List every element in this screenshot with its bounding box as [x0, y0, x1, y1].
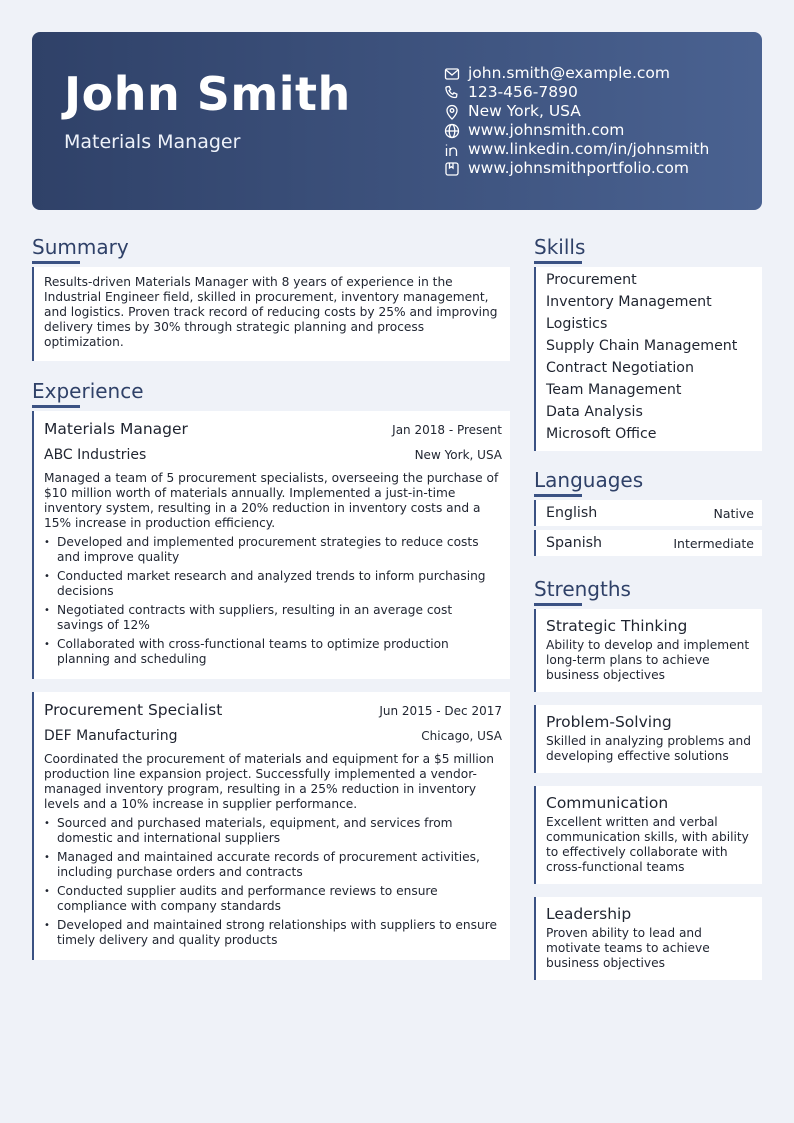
- strength-description: Excellent written and verbal communication skills, with ability to effectively collaborate with cross-functional teams: [546, 815, 749, 874]
- job-company: ABC Industries: [44, 447, 147, 463]
- job-header: [44, 700, 502, 720]
- strengths-heading: Strengths: [534, 577, 631, 601]
- job-card: [32, 692, 510, 960]
- job-header: [44, 419, 502, 439]
- skill-item: Inventory Management: [546, 294, 712, 310]
- job-title: Procurement Specialist: [44, 701, 223, 719]
- language-name: Spanish: [546, 535, 603, 551]
- language-row: [534, 500, 762, 526]
- job-location: New York, USA: [414, 448, 502, 462]
- contact-linkedin[interactable]: [444, 140, 709, 159]
- strength-title: Leadership: [546, 905, 632, 923]
- job-bullet: • Managed and maintained accurate records of procurement activities, including purchase orders and contracts: [44, 850, 502, 880]
- job-bullet: • Developed and implemented procurement strategies to reduce costs and improve quality: [44, 535, 502, 565]
- skill-item: Supply Chain Management: [546, 338, 738, 354]
- contact-portfolio-text: www.johnsmithportfolio.com: [468, 159, 689, 177]
- strength-title: Communication: [546, 794, 669, 812]
- strength-description: Proven ability to lead and motivate teams to achieve business objectives: [546, 926, 710, 970]
- candidate-title: Materials Manager: [64, 131, 241, 153]
- summary-text: Results-driven Materials Manager with 8 years of experience in the Industrial Engineer field, skilled in procurement, inventory management, and logistics. Proven track record of reducing costs by 25% and improving delivery times by 30% through strategic planning and process optimization.: [44, 275, 498, 349]
- job-bullet: • Sourced and purchased materials, equipment, and services from domestic and international suppliers: [44, 816, 502, 846]
- languages-list: [534, 500, 762, 560]
- job-dates: Jun 2015 - Dec 2017: [379, 704, 502, 718]
- strength-card: [534, 705, 762, 773]
- contact-website[interactable]: [444, 121, 709, 140]
- summary-heading: Summary: [32, 235, 129, 259]
- job-dates: Jan 2018 - Present: [392, 423, 502, 437]
- experience-heading: Experience: [32, 379, 144, 403]
- phone-icon: [444, 85, 460, 101]
- summary-card: [32, 267, 510, 361]
- contact-phone-text: 123-456-7890: [468, 83, 578, 101]
- strength-description: Skilled in analyzing problems and developing effective solutions: [546, 734, 752, 763]
- contact-website-text: www.johnsmith.com: [468, 121, 625, 139]
- skill-item: Contract Negotiation: [546, 360, 694, 376]
- strength-title: Strategic Thinking: [546, 617, 688, 635]
- skill-item: Microsoft Office: [546, 426, 657, 442]
- job-company: DEF Manufacturing: [44, 728, 178, 744]
- portfolio-icon: [444, 161, 460, 177]
- linkedin-icon: [444, 142, 460, 158]
- job-bullets: [44, 535, 502, 667]
- job-bullet: • Conducted supplier audits and performance reviews to ensure compliance with company standards: [44, 884, 502, 914]
- job-location: Chicago, USA: [421, 729, 502, 743]
- language-level: Native: [713, 505, 754, 521]
- job-title: Materials Manager: [44, 420, 188, 438]
- job-bullets: [44, 816, 502, 948]
- strength-card: [534, 786, 762, 884]
- skill-item: Procurement: [546, 272, 637, 288]
- strength-title: Problem-Solving: [546, 713, 672, 731]
- contact-list: [444, 64, 709, 178]
- contact-location-text: New York, USA: [468, 102, 581, 120]
- skills-heading: Skills: [534, 235, 586, 259]
- strength-card: [534, 609, 762, 692]
- job-bullet: • Collaborated with cross-functional teams to optimize production planning and scheduling: [44, 637, 502, 667]
- skill-item: Team Management: [546, 382, 682, 398]
- candidate-name: John Smith: [64, 67, 351, 121]
- language-level: Intermediate: [673, 535, 754, 551]
- contact-location: [444, 102, 709, 121]
- strength-card: [534, 897, 762, 980]
- skills-card: [534, 267, 762, 451]
- contact-phone[interactable]: [444, 83, 709, 102]
- skill-item: Data Analysis: [546, 404, 643, 420]
- contact-portfolio[interactable]: [444, 159, 709, 178]
- job-card: [32, 411, 510, 679]
- globe-icon: [444, 123, 460, 139]
- contact-email-text: john.smith@example.com: [468, 64, 670, 82]
- job-subheader: [44, 446, 502, 464]
- resume-header: [32, 32, 762, 210]
- job-bullet: • Conducted market research and analyzed trends to inform purchasing decisions: [44, 569, 502, 599]
- mail-icon: [444, 66, 460, 82]
- job-description: Managed a team of 5 procurement specialists, overseeing the purchase of $10 million worth of materials annually. Implemented a just-in-time inventory system, resulting in a 20% reduction in inventory costs and a 15% increase in production efficiency.: [44, 471, 499, 530]
- skill-item: Logistics: [546, 316, 608, 332]
- job-subheader: [44, 727, 502, 745]
- language-row: [534, 530, 762, 556]
- job-bullet: • Negotiated contracts with suppliers, resulting in an average cost savings of 12%: [44, 603, 502, 633]
- job-bullet: • Developed and maintained strong relationships with suppliers to ensure timely delivery and quality products: [44, 918, 502, 948]
- languages-heading: Languages: [534, 468, 644, 492]
- location-icon: [444, 104, 460, 120]
- strength-description: Ability to develop and implement long-term plans to achieve business objectives: [546, 638, 750, 682]
- job-description: Coordinated the procurement of materials and equipment for a $5 million production line expansion project. Successfully implemented a vendor-managed inventory program, resulting in a 25% reduction in inventory levels and a 10% increase in supplier performance.: [44, 752, 494, 811]
- language-name: English: [546, 505, 598, 521]
- contact-linkedin-text: www.linkedin.com/in/johnsmith: [468, 140, 710, 158]
- contact-email[interactable]: [444, 64, 709, 83]
